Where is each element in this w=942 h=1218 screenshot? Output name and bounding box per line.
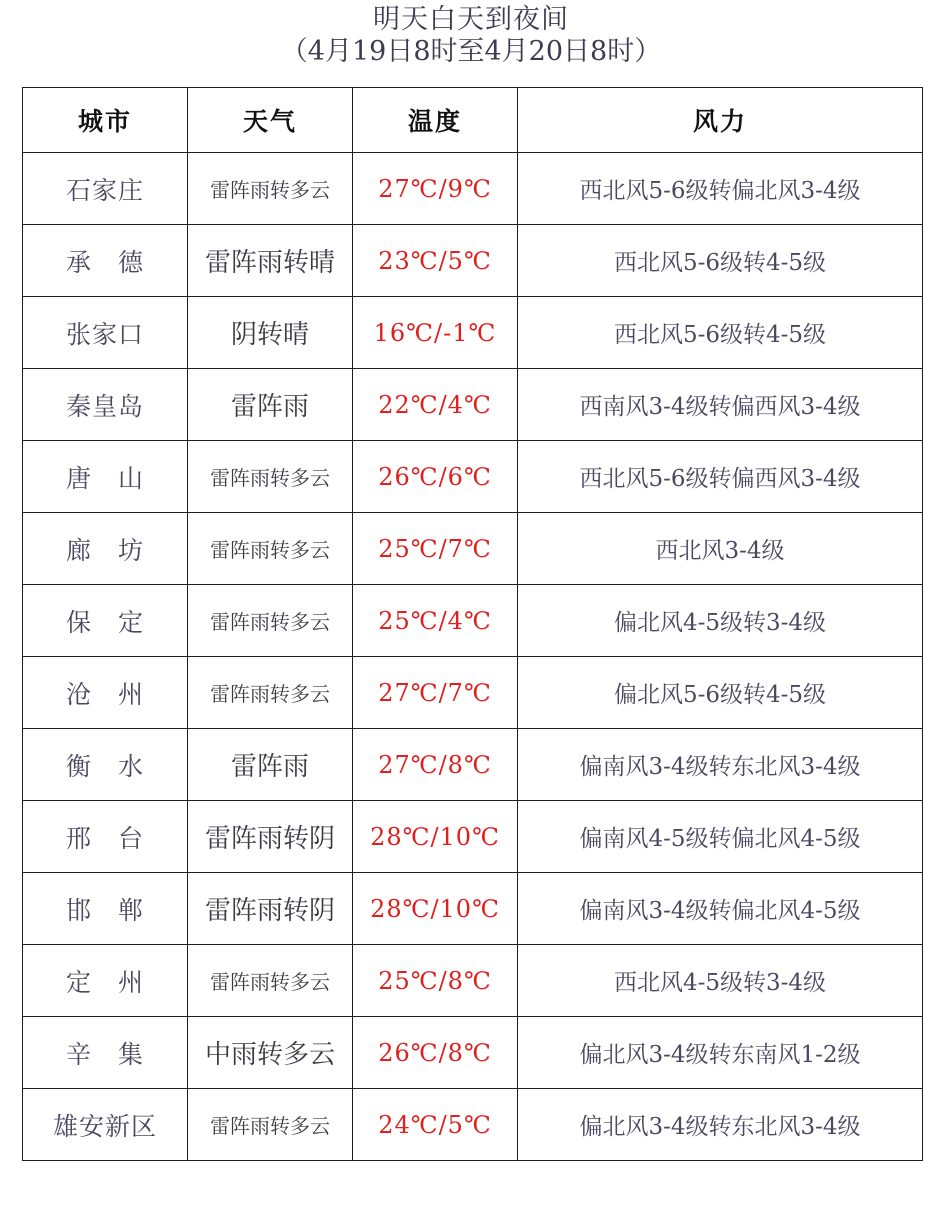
- weather-cell: 雷阵雨转多云: [188, 585, 353, 657]
- wind-cell: 西北风3-4级: [518, 513, 923, 585]
- wind-cell: 西南风3-4级转偏西风3-4级: [518, 369, 923, 441]
- temperature-cell: 27℃/8℃: [353, 729, 518, 801]
- temperature-cell: 25℃/7℃: [353, 513, 518, 585]
- temperature-cell: 25℃/4℃: [353, 585, 518, 657]
- weather-cell: 雷阵雨: [188, 729, 353, 801]
- city-cell: 张家口: [23, 297, 188, 369]
- table-row: [23, 153, 923, 225]
- city-cell: 秦皇岛: [23, 369, 188, 441]
- table-row: [23, 585, 923, 657]
- weather-cell: 雷阵雨: [188, 369, 353, 441]
- wind-cell: 偏北风3-4级转东北风3-4级: [518, 1089, 923, 1161]
- wind-cell: 西北风5-6级转4-5级: [518, 297, 923, 369]
- temperature-cell: 27℃/7℃: [353, 657, 518, 729]
- table-row: [23, 873, 923, 945]
- wind-cell: 西北风4-5级转3-4级: [518, 945, 923, 1017]
- city-cell: 雄安新区: [23, 1089, 188, 1161]
- weather-cell: 雷阵雨转多云: [188, 1089, 353, 1161]
- weather-cell: 雷阵雨转多云: [188, 657, 353, 729]
- forecast-rows: [23, 153, 923, 1161]
- table-row: [23, 225, 923, 297]
- weather-cell: 雷阵雨转多云: [188, 153, 353, 225]
- page-subtitle: （4月19日8时至4月20日8时）: [280, 36, 662, 67]
- wind-cell: 西北风5-6级转偏西风3-4级: [518, 441, 923, 513]
- column-header-city: 城市: [23, 88, 188, 153]
- table-row: [23, 1017, 923, 1089]
- city-cell: 沧 州: [23, 657, 188, 729]
- table-row: [23, 657, 923, 729]
- weather-cell: 雷阵雨转多云: [188, 945, 353, 1017]
- city-cell: 唐 山: [23, 441, 188, 513]
- page-title: 明天白天到夜间: [373, 4, 569, 35]
- city-cell: 承 德: [23, 225, 188, 297]
- city-cell: 邢 台: [23, 801, 188, 873]
- temperature-cell: 28℃/10℃: [353, 801, 518, 873]
- temperature-cell: 24℃/5℃: [353, 1089, 518, 1161]
- page-header: [0, 4, 942, 68]
- column-header-temperature: 温度: [353, 88, 518, 153]
- table-row: [23, 801, 923, 873]
- table-row: [23, 297, 923, 369]
- city-cell: 石家庄: [23, 153, 188, 225]
- city-cell: 辛 集: [23, 1017, 188, 1089]
- city-cell: 保 定: [23, 585, 188, 657]
- wind-cell: 偏南风4-5级转偏北风4-5级: [518, 801, 923, 873]
- weather-cell: 雷阵雨转阴: [188, 801, 353, 873]
- weather-cell: 雷阵雨转多云: [188, 513, 353, 585]
- column-header-weather: 天气: [188, 88, 353, 153]
- city-cell: 衡 水: [23, 729, 188, 801]
- table-row: [23, 513, 923, 585]
- forecast-table: [22, 87, 923, 1161]
- column-header-wind: 风力: [518, 88, 923, 153]
- wind-cell: 偏北风5-6级转4-5级: [518, 657, 923, 729]
- weather-cell: 阴转晴: [188, 297, 353, 369]
- temperature-cell: 26℃/8℃: [353, 1017, 518, 1089]
- city-cell: 廊 坊: [23, 513, 188, 585]
- city-cell: 邯 郸: [23, 873, 188, 945]
- wind-cell: 偏南风3-4级转偏北风4-5级: [518, 873, 923, 945]
- table-header-row: [23, 88, 923, 153]
- table-row: [23, 729, 923, 801]
- weather-cell: 中雨转多云: [188, 1017, 353, 1089]
- table-row: [23, 945, 923, 1017]
- weather-cell: 雷阵雨转多云: [188, 441, 353, 513]
- temperature-cell: 22℃/4℃: [353, 369, 518, 441]
- temperature-cell: 27℃/9℃: [353, 153, 518, 225]
- temperature-cell: 26℃/6℃: [353, 441, 518, 513]
- wind-cell: 西北风5-6级转偏北风3-4级: [518, 153, 923, 225]
- wind-cell: 偏南风3-4级转东北风3-4级: [518, 729, 923, 801]
- wind-cell: 偏北风3-4级转东南风1-2级: [518, 1017, 923, 1089]
- city-cell: 定 州: [23, 945, 188, 1017]
- weather-cell: 雷阵雨转晴: [188, 225, 353, 297]
- temperature-cell: 25℃/8℃: [353, 945, 518, 1017]
- temperature-cell: 16℃/-1℃: [353, 297, 518, 369]
- temperature-cell: 28℃/10℃: [353, 873, 518, 945]
- table-row: [23, 441, 923, 513]
- wind-cell: 西北风5-6级转4-5级: [518, 225, 923, 297]
- weather-cell: 雷阵雨转阴: [188, 873, 353, 945]
- wind-cell: 偏北风4-5级转3-4级: [518, 585, 923, 657]
- temperature-cell: 23℃/5℃: [353, 225, 518, 297]
- table-row: [23, 1089, 923, 1161]
- table-row: [23, 369, 923, 441]
